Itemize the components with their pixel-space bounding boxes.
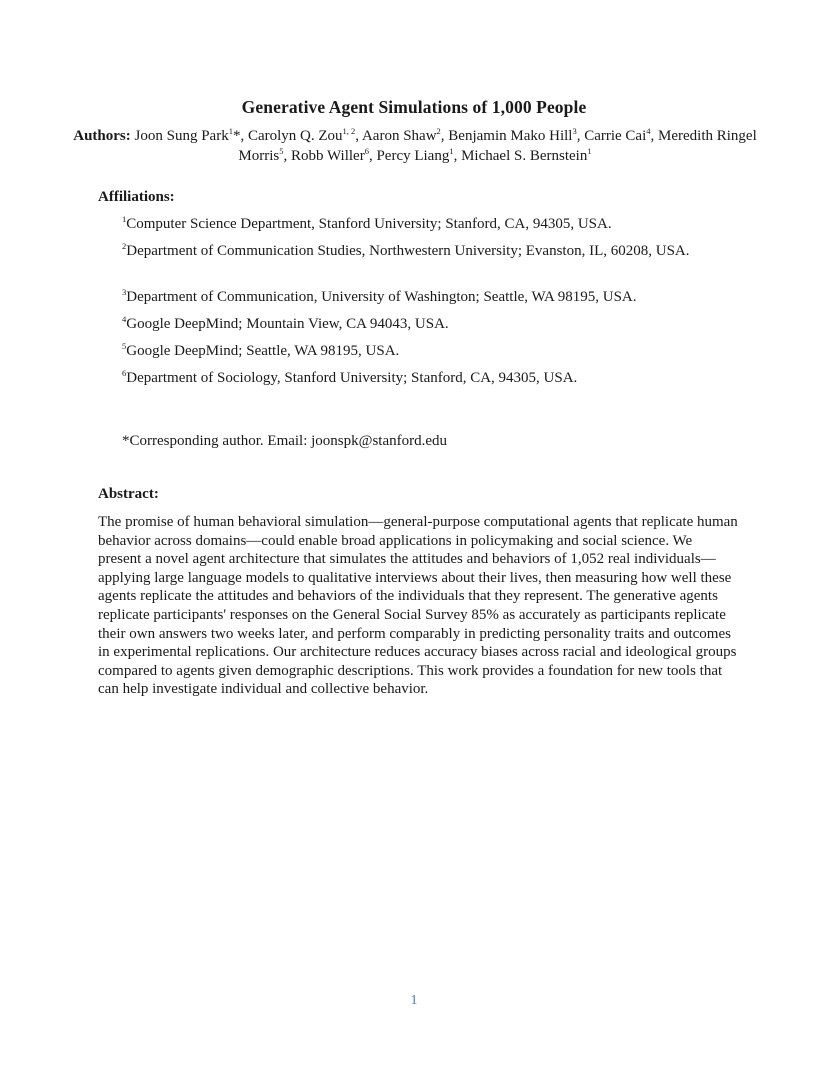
author-affiliation-marker: 6 — [364, 145, 369, 156]
affiliation-text: Department of Communication, University of Washington; Seattle, WA 98195, USA. — [126, 289, 637, 305]
affiliation-marker: 4 — [122, 314, 127, 324]
affiliations-heading: Affiliations: — [98, 189, 175, 205]
corresponding-author-note — [122, 433, 447, 450]
author-list — [60, 127, 770, 166]
affiliation-text: Department of Communication Studies, Northwestern University; Evanston, IL, 60208, USA. — [126, 243, 690, 259]
affiliation-2 — [122, 242, 702, 261]
author-affiliation-marker: 1 — [449, 145, 454, 156]
affiliation-3 — [122, 288, 712, 307]
author-affiliation-marker: 1, 2 — [342, 126, 356, 136]
corresponding-author-text: *Corresponding author. Email: joonspk@stanford.edu — [122, 433, 448, 449]
author-name: Meredith Ringel Morris$^5$, — [238, 128, 757, 164]
page-number: 1 — [410, 993, 418, 1008]
author-name-text: Percy Liang — [376, 147, 450, 164]
abstract-text: The promise of human behavioral simulation—general-purpose computational agents that replicate human behavior across domains—could enable broad applications in policymaking and social science. We present a novel agent architecture that simulates the attitudes and behaviors of 1,052 real individuals—applying large language models to qualitative interviews about their lives, then measuring how well these agents replicate the attitudes and behaviors of the individuals that they represent. The generative agents replicate participants' responses on the General Social Survey 85% as accurately as participants replicate their own answers two weeks later, and perform comparably in predicting personality traits and outcomes in experimental replications. Our architecture reduces accuracy biases across racial and ideological groups compared to agents given demographic descriptions. This work provides a foundation for new tools that can help investigate individual and collective behavior. — [98, 514, 738, 698]
author-affiliation-marker: 1 — [587, 145, 592, 156]
author-affiliation-marker: 3 — [572, 126, 577, 136]
affiliation-marker: 3 — [122, 287, 127, 297]
author-name: Carrie Cai$^4$, — [584, 126, 659, 144]
author-name: Carolyn Q. Zou$^{1, 2}$, — [247, 126, 362, 144]
paper-title: Generative Agent Simulations of 1,000 People — [241, 97, 587, 117]
authors-label: Authors: — [73, 128, 131, 144]
affiliation-text: Google DeepMind; Mountain View, CA 94043, USA. — [126, 316, 449, 332]
author-name: Percy Liang$^1$, — [376, 145, 462, 164]
affiliation-text: Computer Science Department, Stanford University; Stanford, CA, 94305, USA. — [126, 216, 612, 232]
author-name: Benjamin Mako Hill$^3$, — [448, 126, 585, 144]
author-names — [135, 128, 757, 164]
abstract-heading: Abstract: — [98, 486, 159, 502]
affiliation-4 — [122, 315, 712, 334]
author-name — [461, 145, 592, 164]
author-name-text: Joon Sung Park — [134, 128, 229, 144]
author-name-text: Meredith Ringel Morris — [238, 128, 757, 164]
affiliation-text: Google DeepMind; Seattle, WA 98195, USA. — [126, 343, 400, 359]
affiliation-marker: 1 — [122, 214, 127, 224]
author-affiliation-marker: 2 — [436, 126, 441, 136]
affiliation-1 — [122, 215, 712, 234]
author-name-text: Robb Willer — [291, 147, 365, 164]
author-affiliation-marker: 1 — [228, 126, 233, 136]
affiliation-marker: 2 — [122, 241, 127, 251]
author-name: Aaron Shaw$^2$, — [361, 126, 449, 144]
affiliation-text: Department of Sociology, Stanford University; Stanford, CA, 94305, USA. — [126, 370, 578, 386]
author-name-text: Carolyn Q. Zou — [247, 128, 343, 144]
author-name-text: Aaron Shaw — [361, 128, 437, 144]
author-affiliation-marker: 4 — [646, 126, 651, 136]
affiliation-6 — [122, 369, 712, 388]
affiliation-marker: 6 — [122, 368, 127, 378]
author-name-text: Carrie Cai — [584, 128, 647, 144]
corresponding-author-mark: * — [232, 128, 241, 144]
author-name: Robb Willer$^6$, — [291, 145, 377, 164]
affiliation-marker: 5 — [122, 341, 127, 351]
author-name: Joon Sung Park$^1$*, — [134, 126, 248, 144]
author-affiliation-marker: 5 — [279, 145, 284, 156]
author-name-text: Benjamin Mako Hill — [448, 128, 573, 144]
author-name-text: Michael S. Bernstein — [461, 147, 588, 164]
affiliation-5 — [122, 342, 712, 361]
